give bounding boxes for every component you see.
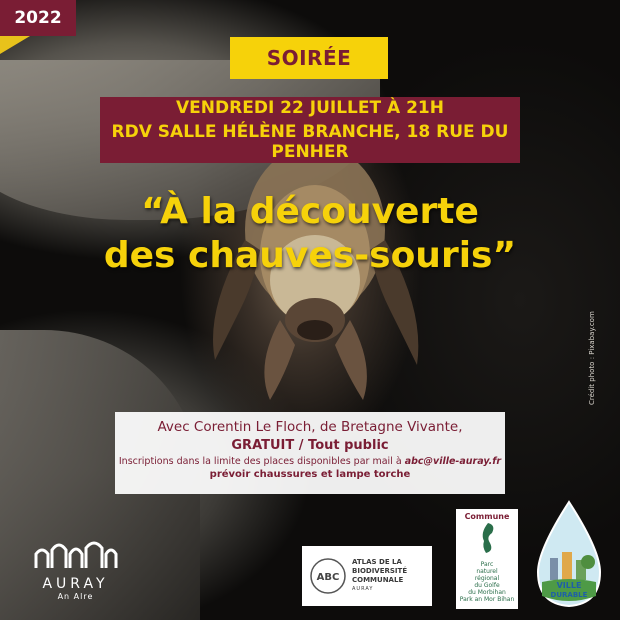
event-date: VENDREDI 22 JUILLET À 21H: [176, 98, 444, 118]
parc-line1: Parc: [480, 561, 494, 568]
registration-text: [115, 456, 505, 467]
auray-logo: [28, 540, 123, 620]
registration-label: Inscriptions dans la limite des places disponibles par mail à: [118, 456, 402, 467]
parc-line3: régional: [474, 575, 500, 582]
info-panel: [115, 412, 505, 494]
parc-line4: du Golfe: [474, 582, 500, 589]
event-title: [40, 190, 580, 278]
abc-logo-text: [352, 558, 407, 594]
host-text: Avec Corentin Le Floch, de Bretagne Vivante,: [157, 419, 463, 435]
ville-durable-logo: [530, 500, 608, 610]
abc-logo: [302, 546, 432, 606]
parc-naturel-logo: [456, 509, 518, 609]
parc-line2: naturel: [476, 568, 498, 575]
year-badge: 2022: [0, 0, 76, 36]
event-type-label: SOIRÉE: [230, 37, 388, 79]
parc-line5: du Morbihan: [468, 589, 506, 596]
ville-label-line2: DURABLE: [550, 591, 588, 599]
abc-badge-text: ABC: [316, 572, 340, 583]
price-text: GRATUIT / Tout public: [231, 438, 389, 453]
ville-label-line1: VILLE: [556, 581, 582, 590]
abc-line4: AURAY: [352, 586, 374, 592]
event-title-line2: des chauves-souris”: [103, 235, 517, 276]
year-badge-corner: [0, 36, 30, 54]
advice-text: prévoir chaussures et lampe torche: [209, 469, 411, 480]
parc-line6: Park an Mor Bihan: [459, 596, 515, 603]
event-venue: RDV SALLE HÉLÈNE BRANCHE, 18 RUE DU PENHER: [111, 122, 509, 162]
commune-label: Commune: [464, 512, 510, 521]
abc-circle-icon: [308, 556, 348, 596]
date-venue-banner: [100, 97, 520, 163]
event-title-line1: “À la découverte: [141, 191, 479, 232]
photo-credit: Crédit photo : Pixabay.com: [588, 311, 596, 405]
abc-line3: COMMUNALE: [352, 576, 404, 584]
auray-waves-icon: [28, 540, 123, 570]
auray-subtitle: An Alre: [57, 592, 94, 601]
abc-line2: BIODIVERSITÉ: [352, 567, 408, 575]
auray-name: AURAY: [42, 576, 109, 592]
parc-text: [456, 561, 518, 603]
registration-email-link[interactable]: abc@ville-auray.fr: [404, 456, 502, 467]
abc-line1: ATLAS DE LA: [352, 558, 402, 566]
seahorse-icon: [476, 521, 498, 555]
